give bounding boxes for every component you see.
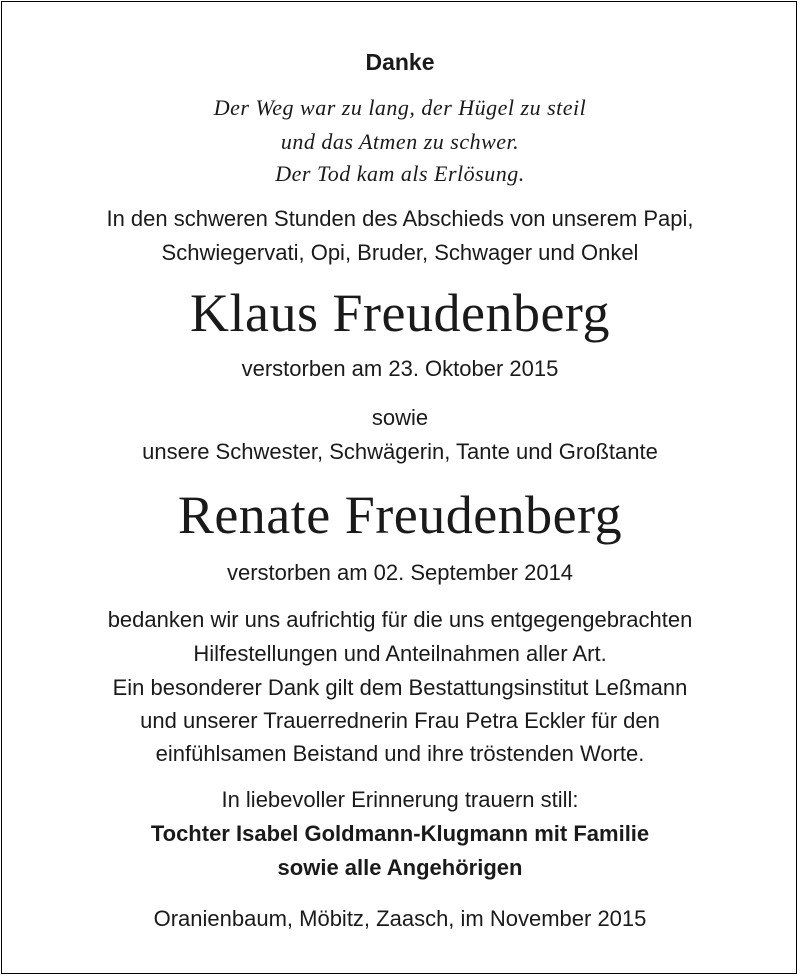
- thanks-line: bedanken wir uns aufrichtig für die uns entgegengebrachten: [107, 607, 693, 632]
- place-date: Oranienbaum, Möbitz, Zaasch, im November 2015: [153, 906, 647, 931]
- poem-line: Der Weg war zu lang, der Hügel zu steil: [213, 95, 587, 120]
- deceased-name-2: Renate Freudenberg: [177, 485, 623, 545]
- notice-title: Danke: [365, 49, 435, 75]
- connector-line: sowie: [371, 405, 429, 430]
- signatory-line: sowie alle Angehörigen: [277, 855, 523, 880]
- thanks-line: Ein besonderer Dank gilt dem Bestattungsinstitut Leßmann: [112, 675, 688, 700]
- thanks-line: einfühlsamen Beistand und ihre tröstenden Worte.: [155, 741, 645, 766]
- poem-line: und das Atmen zu schwer.: [280, 129, 520, 154]
- thanks-line: und unserer Trauerrednerin Frau Petra Eckler für den: [140, 708, 660, 733]
- death-date-1: verstorben am 23. Oktober 2015: [241, 356, 559, 381]
- death-date-2: verstorben am 02. September 2014: [226, 560, 574, 585]
- intro-line: Schwiegervati, Opi, Bruder, Schwager und Onkel: [161, 240, 639, 265]
- intro-line: In den schweren Stunden des Abschieds von unserem Papi,: [106, 206, 694, 231]
- thanks-line: Hilfestellungen und Anteilnahmen aller Art.: [193, 641, 607, 666]
- poem-line: Der Tod kam als Erlösung.: [275, 161, 525, 186]
- deceased-name-1: Klaus Freudenberg: [190, 283, 610, 343]
- signatory-line: Tochter Isabel Goldmann-Klugmann mit Familie: [150, 821, 650, 846]
- connector-line: unsere Schwester, Schwägerin, Tante und Großtante: [142, 439, 658, 464]
- closing-line: In liebevoller Erinnerung trauern still:: [221, 787, 579, 812]
